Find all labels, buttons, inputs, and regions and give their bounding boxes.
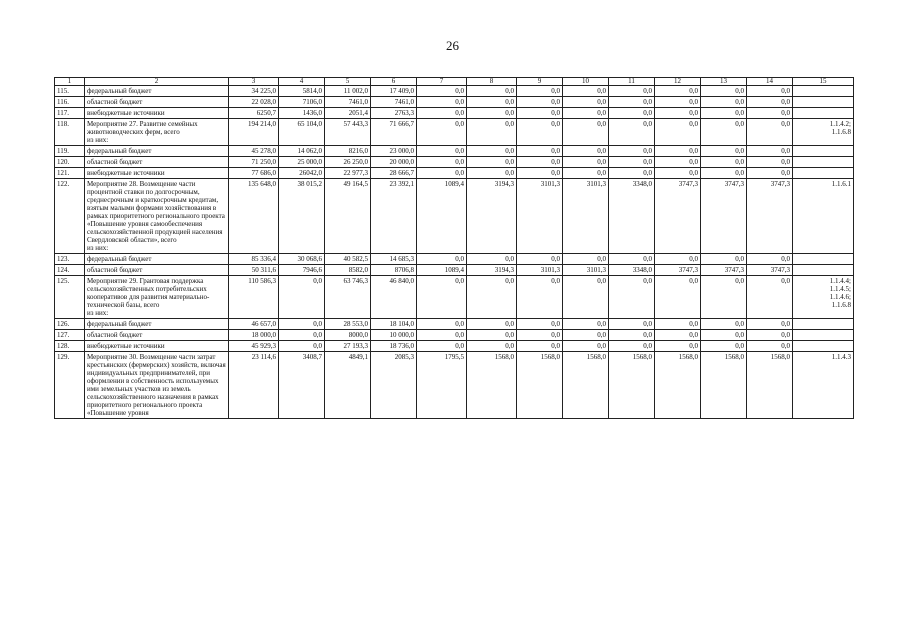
value-cell: 45 278,0: [229, 146, 279, 157]
value-cell: 0,0: [701, 319, 747, 330]
value-cell: 0,0: [655, 97, 701, 108]
value-cell: 3348,0: [609, 265, 655, 276]
row-number: 128.: [55, 341, 85, 352]
value-cell: 0,0: [609, 319, 655, 330]
value-cell: 0,0: [467, 276, 517, 319]
value-cell: 0,0: [563, 86, 609, 97]
value-cell: 0,0: [279, 319, 325, 330]
value-cell: 71 250,0: [229, 157, 279, 168]
value-cell: 10 000,0: [371, 330, 417, 341]
row-name: внебюджетные источники: [85, 341, 229, 352]
value-cell: 0,0: [563, 330, 609, 341]
row-name: внебюджетные источники: [85, 168, 229, 179]
value-cell: 0,0: [417, 319, 467, 330]
table-row: [55, 179, 854, 254]
value-cell: 71 666,7: [371, 119, 417, 146]
value-cell: 0,0: [609, 86, 655, 97]
value-cell: 0,0: [701, 146, 747, 157]
row-name: областной бюджет: [85, 330, 229, 341]
row-reference: [793, 108, 854, 119]
value-cell: 0,0: [467, 146, 517, 157]
column-number: 7: [417, 78, 467, 86]
row-number: 115.: [55, 86, 85, 97]
value-cell: 14 062,0: [279, 146, 325, 157]
value-cell: 2051,4: [325, 108, 371, 119]
row-number: 124.: [55, 265, 85, 276]
value-cell: 3194,3: [467, 265, 517, 276]
value-cell: 0,0: [655, 119, 701, 146]
value-cell: 27 193,3: [325, 341, 371, 352]
table-row: [55, 86, 854, 97]
value-cell: 1089,4: [417, 265, 467, 276]
row-number: 123.: [55, 254, 85, 265]
value-cell: 0,0: [517, 168, 563, 179]
value-cell: 0,0: [467, 119, 517, 146]
row-name: Мероприятие 27. Развитие семейных животноводческих ферм, всего из них:: [85, 119, 229, 146]
value-cell: 65 104,0: [279, 119, 325, 146]
row-number: 116.: [55, 97, 85, 108]
value-cell: 1568,0: [517, 352, 563, 419]
value-cell: 3194,3: [467, 179, 517, 254]
value-cell: 3747,3: [655, 265, 701, 276]
value-cell: 0,0: [747, 157, 793, 168]
column-number: 11: [609, 78, 655, 86]
column-number: 12: [655, 78, 701, 86]
value-cell: 0,0: [563, 97, 609, 108]
value-cell: 3747,3: [701, 265, 747, 276]
row-name: областной бюджет: [85, 97, 229, 108]
value-cell: 0,0: [609, 254, 655, 265]
value-cell: 0,0: [517, 119, 563, 146]
value-cell: 0,0: [655, 319, 701, 330]
value-cell: 3747,3: [747, 179, 793, 254]
value-cell: 0,0: [467, 330, 517, 341]
value-cell: 0,0: [417, 276, 467, 319]
column-number: 5: [325, 78, 371, 86]
value-cell: 0,0: [609, 168, 655, 179]
value-cell: 0,0: [517, 341, 563, 352]
value-cell: 0,0: [655, 254, 701, 265]
column-number: 6: [371, 78, 417, 86]
value-cell: 1568,0: [701, 352, 747, 419]
value-cell: 0,0: [517, 108, 563, 119]
value-cell: 0,0: [747, 341, 793, 352]
value-cell: 0,0: [279, 276, 325, 319]
row-number: 118.: [55, 119, 85, 146]
value-cell: 38 015,2: [279, 179, 325, 254]
value-cell: 23 000,0: [371, 146, 417, 157]
value-cell: 0,0: [655, 108, 701, 119]
value-cell: 3747,3: [701, 179, 747, 254]
value-cell: 11 002,0: [325, 86, 371, 97]
row-number: 117.: [55, 108, 85, 119]
value-cell: 3101,3: [563, 179, 609, 254]
value-cell: 25 000,0: [279, 157, 325, 168]
value-cell: 110 586,3: [229, 276, 279, 319]
value-cell: 0,0: [417, 119, 467, 146]
value-cell: 3101,3: [563, 265, 609, 276]
row-reference: [793, 330, 854, 341]
value-cell: 7106,0: [279, 97, 325, 108]
value-cell: 0,0: [563, 119, 609, 146]
value-cell: 0,0: [747, 330, 793, 341]
value-cell: 1568,0: [563, 352, 609, 419]
value-cell: 0,0: [609, 97, 655, 108]
row-reference: [793, 168, 854, 179]
row-reference: [793, 319, 854, 330]
value-cell: 0,0: [417, 146, 467, 157]
value-cell: 8582,0: [325, 265, 371, 276]
value-cell: 14 685,3: [371, 254, 417, 265]
value-cell: 2085,3: [371, 352, 417, 419]
value-cell: 0,0: [609, 341, 655, 352]
row-name: внебюджетные источники: [85, 108, 229, 119]
value-cell: 0,0: [563, 276, 609, 319]
table-row: [55, 119, 854, 146]
page-number: 26: [446, 38, 459, 53]
value-cell: 28 553,0: [325, 319, 371, 330]
value-cell: 7461,0: [325, 97, 371, 108]
value-cell: 22 028,0: [229, 97, 279, 108]
value-cell: 0,0: [747, 97, 793, 108]
table-row: [55, 276, 854, 319]
row-name: областной бюджет: [85, 157, 229, 168]
value-cell: 34 225,0: [229, 86, 279, 97]
value-cell: 0,0: [563, 254, 609, 265]
table-row: [55, 330, 854, 341]
column-number: 13: [701, 78, 747, 86]
value-cell: 0,0: [655, 330, 701, 341]
value-cell: 0,0: [467, 254, 517, 265]
table-row: [55, 146, 854, 157]
value-cell: 3348,0: [609, 179, 655, 254]
row-reference: 1.1.4.2; 1.1.6.8: [793, 119, 854, 146]
budget-table: [54, 77, 854, 419]
row-reference: 1.1.4.3: [793, 352, 854, 419]
value-cell: 0,0: [747, 254, 793, 265]
value-cell: 22 977,3: [325, 168, 371, 179]
row-number: 126.: [55, 319, 85, 330]
value-cell: 0,0: [701, 119, 747, 146]
value-cell: 1568,0: [609, 352, 655, 419]
value-cell: 0,0: [467, 157, 517, 168]
row-reference: [793, 157, 854, 168]
row-name: Мероприятие 29. Грантовая поддержка сельскохозяйственных потребительских кооперативов для развития материально-технической базы, всего из них:: [85, 276, 229, 319]
value-cell: 28 666,7: [371, 168, 417, 179]
value-cell: 85 336,4: [229, 254, 279, 265]
table-row: [55, 97, 854, 108]
value-cell: 0,0: [655, 341, 701, 352]
row-reference: [793, 86, 854, 97]
value-cell: 40 582,5: [325, 254, 371, 265]
header-row: [55, 78, 854, 86]
value-cell: 3747,3: [747, 265, 793, 276]
row-name: областной бюджет: [85, 265, 229, 276]
value-cell: 0,0: [417, 168, 467, 179]
value-cell: 0,0: [417, 86, 467, 97]
value-cell: 0,0: [747, 276, 793, 319]
value-cell: 4849,1: [325, 352, 371, 419]
value-cell: 2763,3: [371, 108, 417, 119]
value-cell: 0,0: [467, 86, 517, 97]
value-cell: 3408,7: [279, 352, 325, 419]
value-cell: 0,0: [417, 330, 467, 341]
value-cell: 0,0: [279, 341, 325, 352]
value-cell: 0,0: [563, 168, 609, 179]
value-cell: 0,0: [563, 146, 609, 157]
row-number: 122.: [55, 179, 85, 254]
value-cell: 26 250,0: [325, 157, 371, 168]
value-cell: 0,0: [279, 330, 325, 341]
row-reference: [793, 265, 854, 276]
value-cell: 0,0: [467, 97, 517, 108]
row-number: 127.: [55, 330, 85, 341]
column-number: 15: [793, 78, 854, 86]
row-number: 121.: [55, 168, 85, 179]
value-cell: 0,0: [655, 157, 701, 168]
value-cell: 0,0: [517, 97, 563, 108]
value-cell: 0,0: [655, 86, 701, 97]
value-cell: 1568,0: [467, 352, 517, 419]
value-cell: 0,0: [563, 319, 609, 330]
column-number: 2: [85, 78, 229, 86]
value-cell: 0,0: [417, 157, 467, 168]
value-cell: 135 648,0: [229, 179, 279, 254]
value-cell: 0,0: [467, 168, 517, 179]
value-cell: 8000,0: [325, 330, 371, 341]
row-reference: [793, 97, 854, 108]
value-cell: 5814,0: [279, 86, 325, 97]
value-cell: 45 929,3: [229, 341, 279, 352]
value-cell: 77 686,0: [229, 168, 279, 179]
value-cell: 7946,6: [279, 265, 325, 276]
value-cell: 46 657,0: [229, 319, 279, 330]
value-cell: 17 409,0: [371, 86, 417, 97]
value-cell: 8706,8: [371, 265, 417, 276]
value-cell: 0,0: [609, 119, 655, 146]
value-cell: 0,0: [655, 168, 701, 179]
value-cell: 0,0: [517, 319, 563, 330]
value-cell: 0,0: [517, 157, 563, 168]
value-cell: 0,0: [563, 341, 609, 352]
value-cell: 0,0: [747, 146, 793, 157]
value-cell: 0,0: [517, 146, 563, 157]
table-row: [55, 341, 854, 352]
value-cell: 3101,3: [517, 265, 563, 276]
table-row: [55, 265, 854, 276]
value-cell: 0,0: [417, 108, 467, 119]
value-cell: 0,0: [747, 119, 793, 146]
value-cell: 0,0: [563, 157, 609, 168]
value-cell: 0,0: [417, 97, 467, 108]
value-cell: 0,0: [563, 108, 609, 119]
value-cell: 0,0: [609, 330, 655, 341]
table-row: [55, 168, 854, 179]
row-number: 120.: [55, 157, 85, 168]
value-cell: 0,0: [467, 341, 517, 352]
value-cell: 0,0: [609, 108, 655, 119]
row-name: федеральный бюджет: [85, 319, 229, 330]
column-number: 3: [229, 78, 279, 86]
value-cell: 0,0: [517, 86, 563, 97]
value-cell: 0,0: [701, 97, 747, 108]
row-reference: [793, 341, 854, 352]
value-cell: 30 068,6: [279, 254, 325, 265]
value-cell: 1795,5: [417, 352, 467, 419]
row-reference: [793, 254, 854, 265]
value-cell: 0,0: [747, 108, 793, 119]
value-cell: 0,0: [701, 341, 747, 352]
value-cell: 0,0: [609, 146, 655, 157]
value-cell: 194 214,0: [229, 119, 279, 146]
value-cell: 46 840,0: [371, 276, 417, 319]
value-cell: 23 392,1: [371, 179, 417, 254]
value-cell: 0,0: [467, 319, 517, 330]
value-cell: 23 114,6: [229, 352, 279, 419]
value-cell: 0,0: [701, 157, 747, 168]
value-cell: 1568,0: [655, 352, 701, 419]
value-cell: 0,0: [701, 168, 747, 179]
value-cell: 18 736,0: [371, 341, 417, 352]
value-cell: 20 000,0: [371, 157, 417, 168]
value-cell: 0,0: [609, 157, 655, 168]
row-number: 129.: [55, 352, 85, 419]
value-cell: 49 164,5: [325, 179, 371, 254]
table-row: [55, 157, 854, 168]
value-cell: 0,0: [467, 108, 517, 119]
row-name: Мероприятие 30. Возмещение части затрат крестьянских (фермерских) хозяйств, включая индивидуальных предпринимателей, при оформлении в собственность используемых ими земельных участков из земель сельскохозяйственного назначения в рамках приоритетного регионального проекта «Повышение уровня: [85, 352, 229, 419]
value-cell: 0,0: [655, 276, 701, 319]
row-number: 119.: [55, 146, 85, 157]
table-row: [55, 108, 854, 119]
row-name: федеральный бюджет: [85, 146, 229, 157]
row-name: федеральный бюджет: [85, 86, 229, 97]
value-cell: 3747,3: [655, 179, 701, 254]
value-cell: 1568,0: [747, 352, 793, 419]
row-reference: [793, 146, 854, 157]
value-cell: 0,0: [417, 341, 467, 352]
row-name: Мероприятие 28. Возмещение части процентной ставки по долгосрочным, среднесрочным и краткосрочным кредитам, взятым малыми формами хозяйствования в рамках приоритетного регионального проекта «Повышение уровня самообеспечения сельскохозяйственной продукцией населения Свердловской области», всего из них:: [85, 179, 229, 254]
value-cell: 0,0: [517, 276, 563, 319]
value-cell: 0,0: [701, 254, 747, 265]
value-cell: 18 000,0: [229, 330, 279, 341]
value-cell: 18 104,0: [371, 319, 417, 330]
value-cell: 0,0: [609, 276, 655, 319]
table-row: [55, 254, 854, 265]
column-number: 4: [279, 78, 325, 86]
row-reference: 1.1.6.1: [793, 179, 854, 254]
value-cell: 0,0: [701, 330, 747, 341]
value-cell: 26042,0: [279, 168, 325, 179]
value-cell: 0,0: [747, 86, 793, 97]
value-cell: 0,0: [701, 108, 747, 119]
value-cell: 0,0: [655, 146, 701, 157]
value-cell: 1089,4: [417, 179, 467, 254]
value-cell: 7461,0: [371, 97, 417, 108]
row-name: федеральный бюджет: [85, 254, 229, 265]
value-cell: 57 443,3: [325, 119, 371, 146]
row-number: 125.: [55, 276, 85, 319]
value-cell: 0,0: [417, 254, 467, 265]
column-number: 8: [467, 78, 517, 86]
value-cell: 8216,0: [325, 146, 371, 157]
value-cell: 0,0: [517, 330, 563, 341]
value-cell: 6250,7: [229, 108, 279, 119]
table-row: [55, 352, 854, 419]
column-number: 9: [517, 78, 563, 86]
column-number: 14: [747, 78, 793, 86]
column-number: 1: [55, 78, 85, 86]
value-cell: 1436,0: [279, 108, 325, 119]
value-cell: 0,0: [517, 254, 563, 265]
value-cell: 63 746,3: [325, 276, 371, 319]
value-cell: 50 311,6: [229, 265, 279, 276]
row-reference: 1.1.4.4; 1.1.4.5; 1.1.4.6; 1.1.6.8: [793, 276, 854, 319]
value-cell: 0,0: [701, 276, 747, 319]
column-number: 10: [563, 78, 609, 86]
value-cell: 0,0: [701, 86, 747, 97]
value-cell: 3101,3: [517, 179, 563, 254]
value-cell: 0,0: [747, 319, 793, 330]
table-row: [55, 319, 854, 330]
value-cell: 0,0: [747, 168, 793, 179]
